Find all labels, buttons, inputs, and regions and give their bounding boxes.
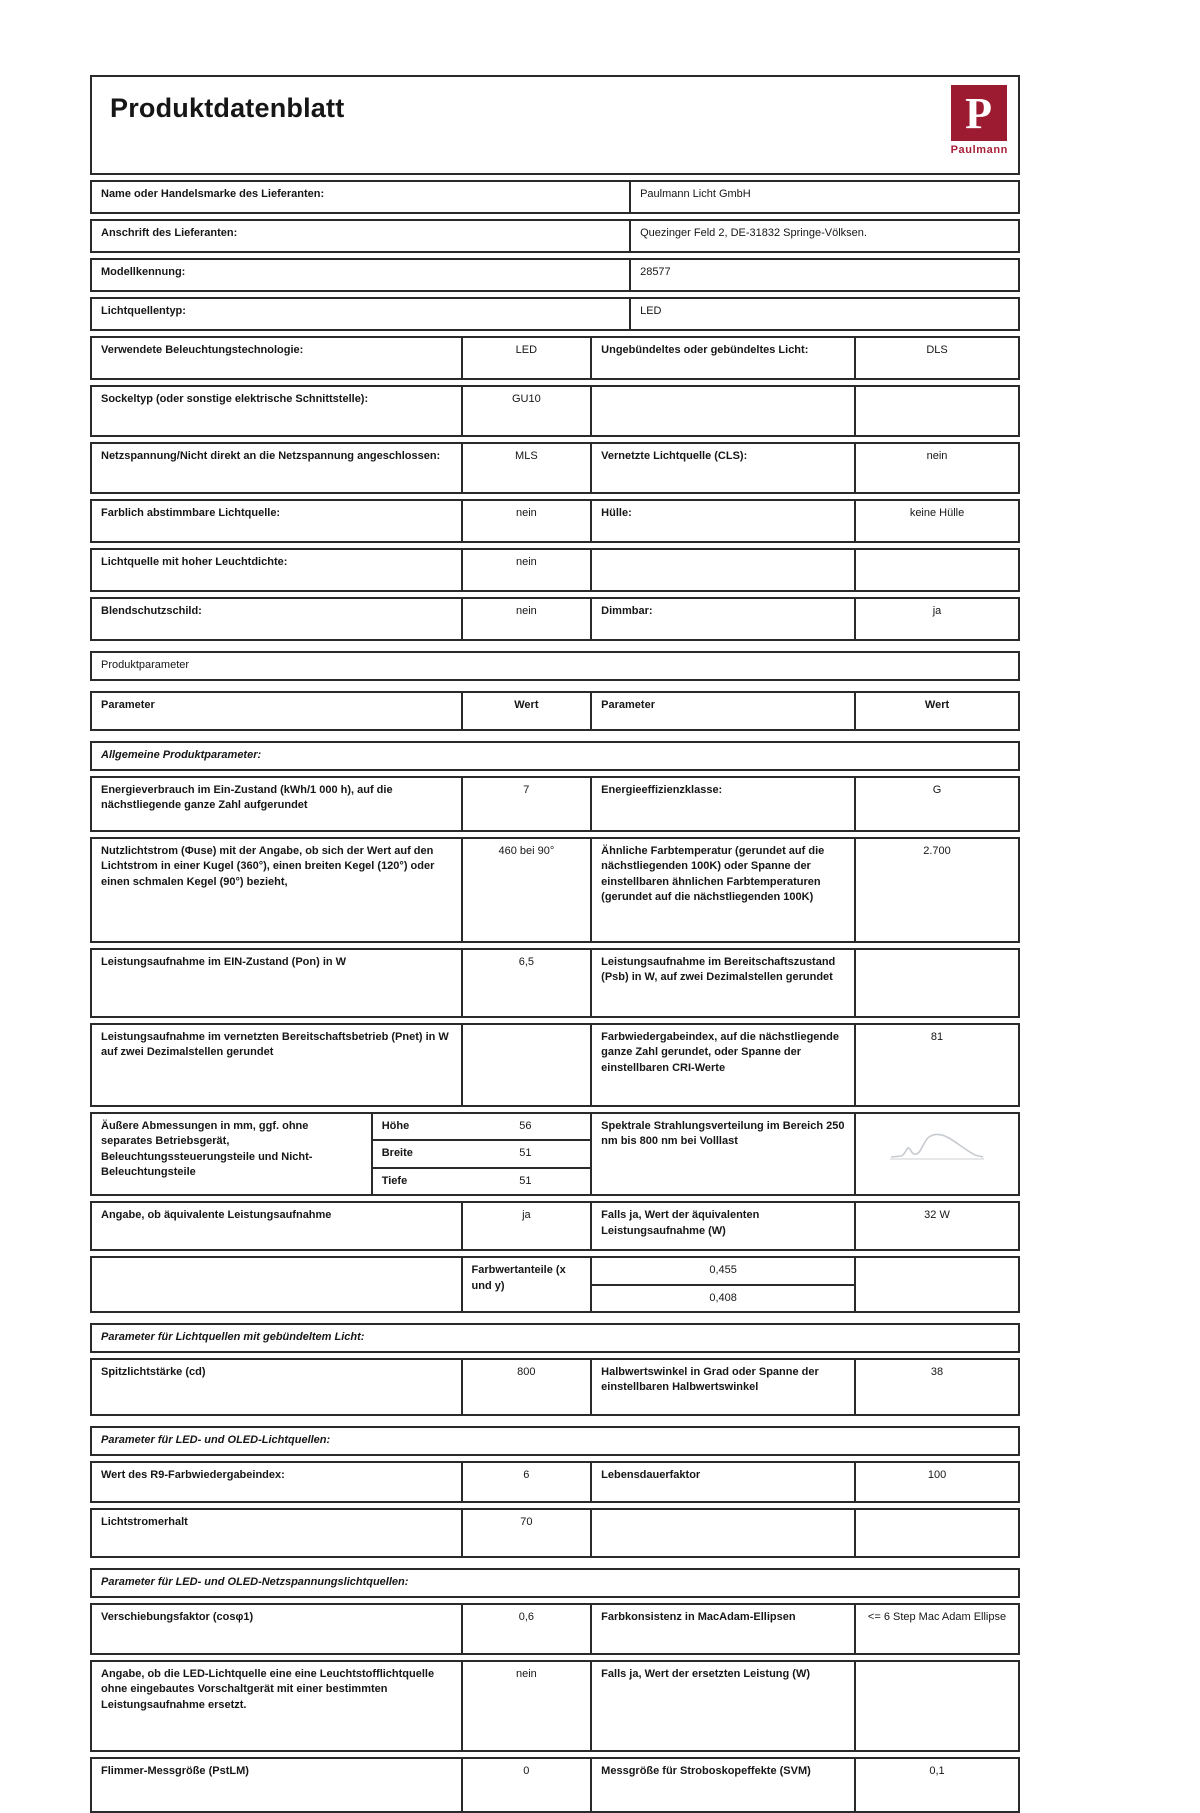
param-label: Leistungsaufnahme im Bereitschaftszustand (Psb) in W, auf zwei Dezimalstellen gerundet — [590, 950, 854, 1016]
table-row — [90, 691, 1020, 731]
param-label: Farbkonsistenz in MacAdam-Ellipsen — [590, 1605, 854, 1653]
param-label: Lichtquelle mit hoher Leuchtdichte: — [101, 556, 288, 568]
param-value: <= 6 Step Mac Adam Ellipse — [854, 1605, 1018, 1653]
param-label: Äußere Abmessungen in mm, ggf. ohne separates Betriebsgerät, Beleuchtungssteuerungsteile und Nicht-Beleuchtungsteile — [101, 1120, 313, 1179]
param-label: Energieeffizienzklasse: — [590, 778, 854, 830]
param-label — [590, 550, 854, 590]
section-title: Produktparameter — [101, 659, 190, 671]
param-label: Verwendete Beleuchtungstechnologie: — [101, 344, 304, 356]
chromaticity-value: 0,455 — [709, 1264, 737, 1277]
table-row — [90, 1023, 1020, 1107]
table-row — [90, 1426, 1020, 1456]
param-value: 32 W — [854, 1203, 1018, 1249]
table-row — [90, 1660, 1020, 1752]
param-value: nein — [854, 444, 1018, 492]
param-value: 100 — [854, 1463, 1018, 1501]
param-value: 0 — [461, 1759, 591, 1811]
spectral-distribution-image — [865, 1119, 1009, 1163]
param-label: Lichtquellentyp: — [101, 305, 186, 317]
param-value: 28577 — [629, 260, 1018, 290]
title-box — [90, 75, 1020, 175]
param-value: Wert — [461, 693, 591, 729]
param-label: Lichtstromerhalt — [101, 1515, 188, 1528]
param-label: Leistungsaufnahme im vernetzten Bereitschaftsbetrieb (Pnet) in W auf zwei Dezimalstellen gerundet — [101, 1031, 449, 1059]
param-label: Farbwiedergabeindex, auf die nächstliegende ganze Zahl gerundet, oder Spanne der einstellbaren CRI-Werte — [590, 1025, 854, 1105]
table-row — [90, 1323, 1020, 1353]
param-value: 460 bei 90° — [461, 839, 591, 941]
param-label: Halbwertswinkel in Grad oder Spanne der einstellbaren Halbwertswinkel — [590, 1360, 854, 1414]
param-label — [590, 1510, 854, 1556]
param-label: Farbwertanteile (x und y) — [461, 1258, 591, 1311]
paulmann-logo — [951, 85, 1008, 156]
param-label: Spitzlichtstärke (cd) — [101, 1365, 206, 1378]
param-value: Quezinger Feld 2, DE-31832 Springe-Völksen. — [629, 221, 1018, 251]
param-value: G — [854, 778, 1018, 830]
table-row — [90, 1603, 1020, 1655]
dimension-value: 51 — [461, 1167, 591, 1194]
param-value: nein — [461, 501, 591, 541]
param-value: LED — [629, 299, 1018, 329]
table-row — [90, 385, 1020, 437]
param-value: 70 — [461, 1510, 591, 1556]
param-value: nein — [461, 550, 591, 590]
datasheet-table — [90, 180, 1020, 1813]
param-value: Wert — [854, 693, 1018, 729]
param-value: MLS — [461, 444, 591, 492]
table-row — [90, 1461, 1020, 1503]
table-row — [90, 1757, 1020, 1813]
param-label — [92, 1258, 461, 1311]
param-label: Angabe, ob die LED-Lichtquelle eine eine Leuchtstofflichtquelle ohne eingebautes Vorschaltgerät mit einer bestimmten Leistungsaufnahme ersetzt. — [101, 1667, 435, 1711]
param-value — [854, 1114, 1018, 1194]
param-value: 2.700 — [854, 839, 1018, 941]
param-label: Nutzlichtstrom (Φuse) mit der Angabe, ob sich der Wert auf den Lichtstrom in einer Kugel (360°), einen breiten Kegel (120°) oder einen schmalen Kegel (90°) bezieht, — [101, 845, 435, 888]
table-row — [90, 442, 1020, 494]
section-title: Allgemeine Produktparameter: — [101, 749, 262, 761]
param-label: Wert des R9-Farbwiedergabeindex: — [101, 1468, 285, 1481]
table-row — [90, 258, 1020, 292]
table-row — [90, 948, 1020, 1018]
table-row — [90, 548, 1020, 592]
param-value — [854, 1258, 1018, 1311]
param-value: nein — [461, 1662, 591, 1750]
param-value: ja — [854, 599, 1018, 639]
param-value: 800 — [461, 1360, 591, 1414]
param-label: Flimmer-Messgröße (PstLM) — [101, 1764, 249, 1777]
param-label: Dimmbar: — [590, 599, 854, 639]
param-value: nein — [461, 599, 591, 639]
table-row — [90, 776, 1020, 832]
dimension-value: 51 — [461, 1139, 591, 1166]
table-row — [90, 297, 1020, 331]
param-value: DLS — [854, 338, 1018, 378]
param-label: Parameter — [101, 699, 155, 711]
table-row — [90, 1201, 1020, 1251]
param-value: 6 — [461, 1463, 591, 1501]
param-value: 7 — [461, 778, 591, 830]
table-row — [90, 1568, 1020, 1598]
param-label: Anschrift des Lieferanten: — [101, 227, 238, 239]
page-title: Produktdatenblatt — [110, 93, 345, 123]
param-value: Paulmann Licht GmbH — [629, 182, 1018, 212]
table-row — [90, 597, 1020, 641]
logo-brand-text: Paulmann — [950, 144, 1008, 156]
param-value: 0,6 — [461, 1605, 591, 1653]
param-value — [854, 950, 1018, 1016]
param-label: Blendschutzschild: — [101, 605, 202, 617]
dimension-label: Breite — [373, 1139, 461, 1166]
param-value — [854, 1510, 1018, 1556]
section-title: Parameter für Lichtquellen mit gebündeltem Licht: — [101, 1330, 365, 1343]
param-label: Energieverbrauch im Ein-Zustand (kWh/1 000 h), auf die nächstliegende ganze Zahl aufgerundet — [101, 784, 393, 812]
param-label: Netzspannung/Nicht direkt an die Netzspannung angeschlossen: — [101, 450, 441, 462]
table-row — [90, 1256, 1020, 1313]
table-row — [90, 651, 1020, 681]
param-label: Lebensdauerfaktor — [590, 1463, 854, 1501]
table-row — [90, 837, 1020, 943]
dimension-label: Höhe — [381, 1120, 410, 1132]
table-row — [90, 499, 1020, 543]
param-label: Hülle: — [590, 501, 854, 541]
param-value — [461, 1025, 591, 1105]
param-label: Vernetzte Lichtquelle (CLS): — [590, 444, 854, 492]
param-label: Leistungsaufnahme im EIN-Zustand (Pon) in W — [101, 956, 347, 968]
table-row — [90, 1358, 1020, 1416]
param-value: 38 — [854, 1360, 1018, 1414]
param-label: Falls ja, Wert der äquivalenten Leistungsaufnahme (W) — [590, 1203, 854, 1249]
table-row — [90, 741, 1020, 771]
param-value: keine Hülle — [854, 501, 1018, 541]
param-value — [854, 1662, 1018, 1750]
param-value: LED — [461, 338, 591, 378]
param-label: Spektrale Strahlungsverteilung im Bereich 250 nm bis 800 nm bei Volllast — [590, 1114, 854, 1194]
param-label: Angabe, ob äquivalente Leistungsaufnahme — [101, 1209, 332, 1222]
param-label: Falls ja, Wert der ersetzten Leistung (W) — [590, 1662, 854, 1750]
param-label: Farblich abstimmbare Lichtquelle: — [101, 507, 281, 519]
param-value: ja — [461, 1203, 591, 1249]
param-value: 81 — [854, 1025, 1018, 1105]
chromaticity-value: 0,408 — [592, 1284, 854, 1311]
product-datasheet — [90, 75, 1020, 1813]
param-label: Modellkennung: — [101, 266, 186, 278]
section-title: Parameter für LED- und OLED-Netzspannungslichtquellen: — [101, 1575, 409, 1588]
table-row — [90, 336, 1020, 380]
table-row — [90, 180, 1020, 214]
param-label: Messgröße für Stroboskopeffekte (SVM) — [590, 1759, 854, 1811]
param-label: Name oder Handelsmarke des Lieferanten: — [101, 188, 325, 200]
param-value: GU10 — [461, 387, 591, 435]
param-value: 0,1 — [854, 1759, 1018, 1811]
param-value: 6,5 — [461, 950, 591, 1016]
dimension-value: 56 — [519, 1120, 532, 1132]
param-value — [854, 550, 1018, 590]
param-label: Ungebündeltes oder gebündeltes Licht: — [590, 338, 854, 378]
table-row — [90, 1112, 1020, 1196]
param-label: Parameter — [590, 693, 854, 729]
param-label — [590, 387, 854, 435]
param-label: Ähnliche Farbtemperatur (gerundet auf die nächstliegenden 100K) oder Spanne der einstellbaren ähnlichen Farbtemperaturen (gerundet auf die nächstliegenden 100K) — [590, 839, 854, 941]
param-value — [854, 387, 1018, 435]
table-row — [90, 219, 1020, 253]
section-title: Parameter für LED- und OLED-Lichtquellen: — [101, 1433, 331, 1446]
dimension-label: Tiefe — [373, 1167, 461, 1194]
table-row — [90, 1508, 1020, 1558]
param-label: Verschiebungsfaktor (cosφ1) — [101, 1610, 254, 1623]
param-label: Sockeltyp (oder sonstige elektrische Schnittstelle): — [101, 393, 369, 405]
logo-p-icon: P — [951, 85, 1007, 141]
